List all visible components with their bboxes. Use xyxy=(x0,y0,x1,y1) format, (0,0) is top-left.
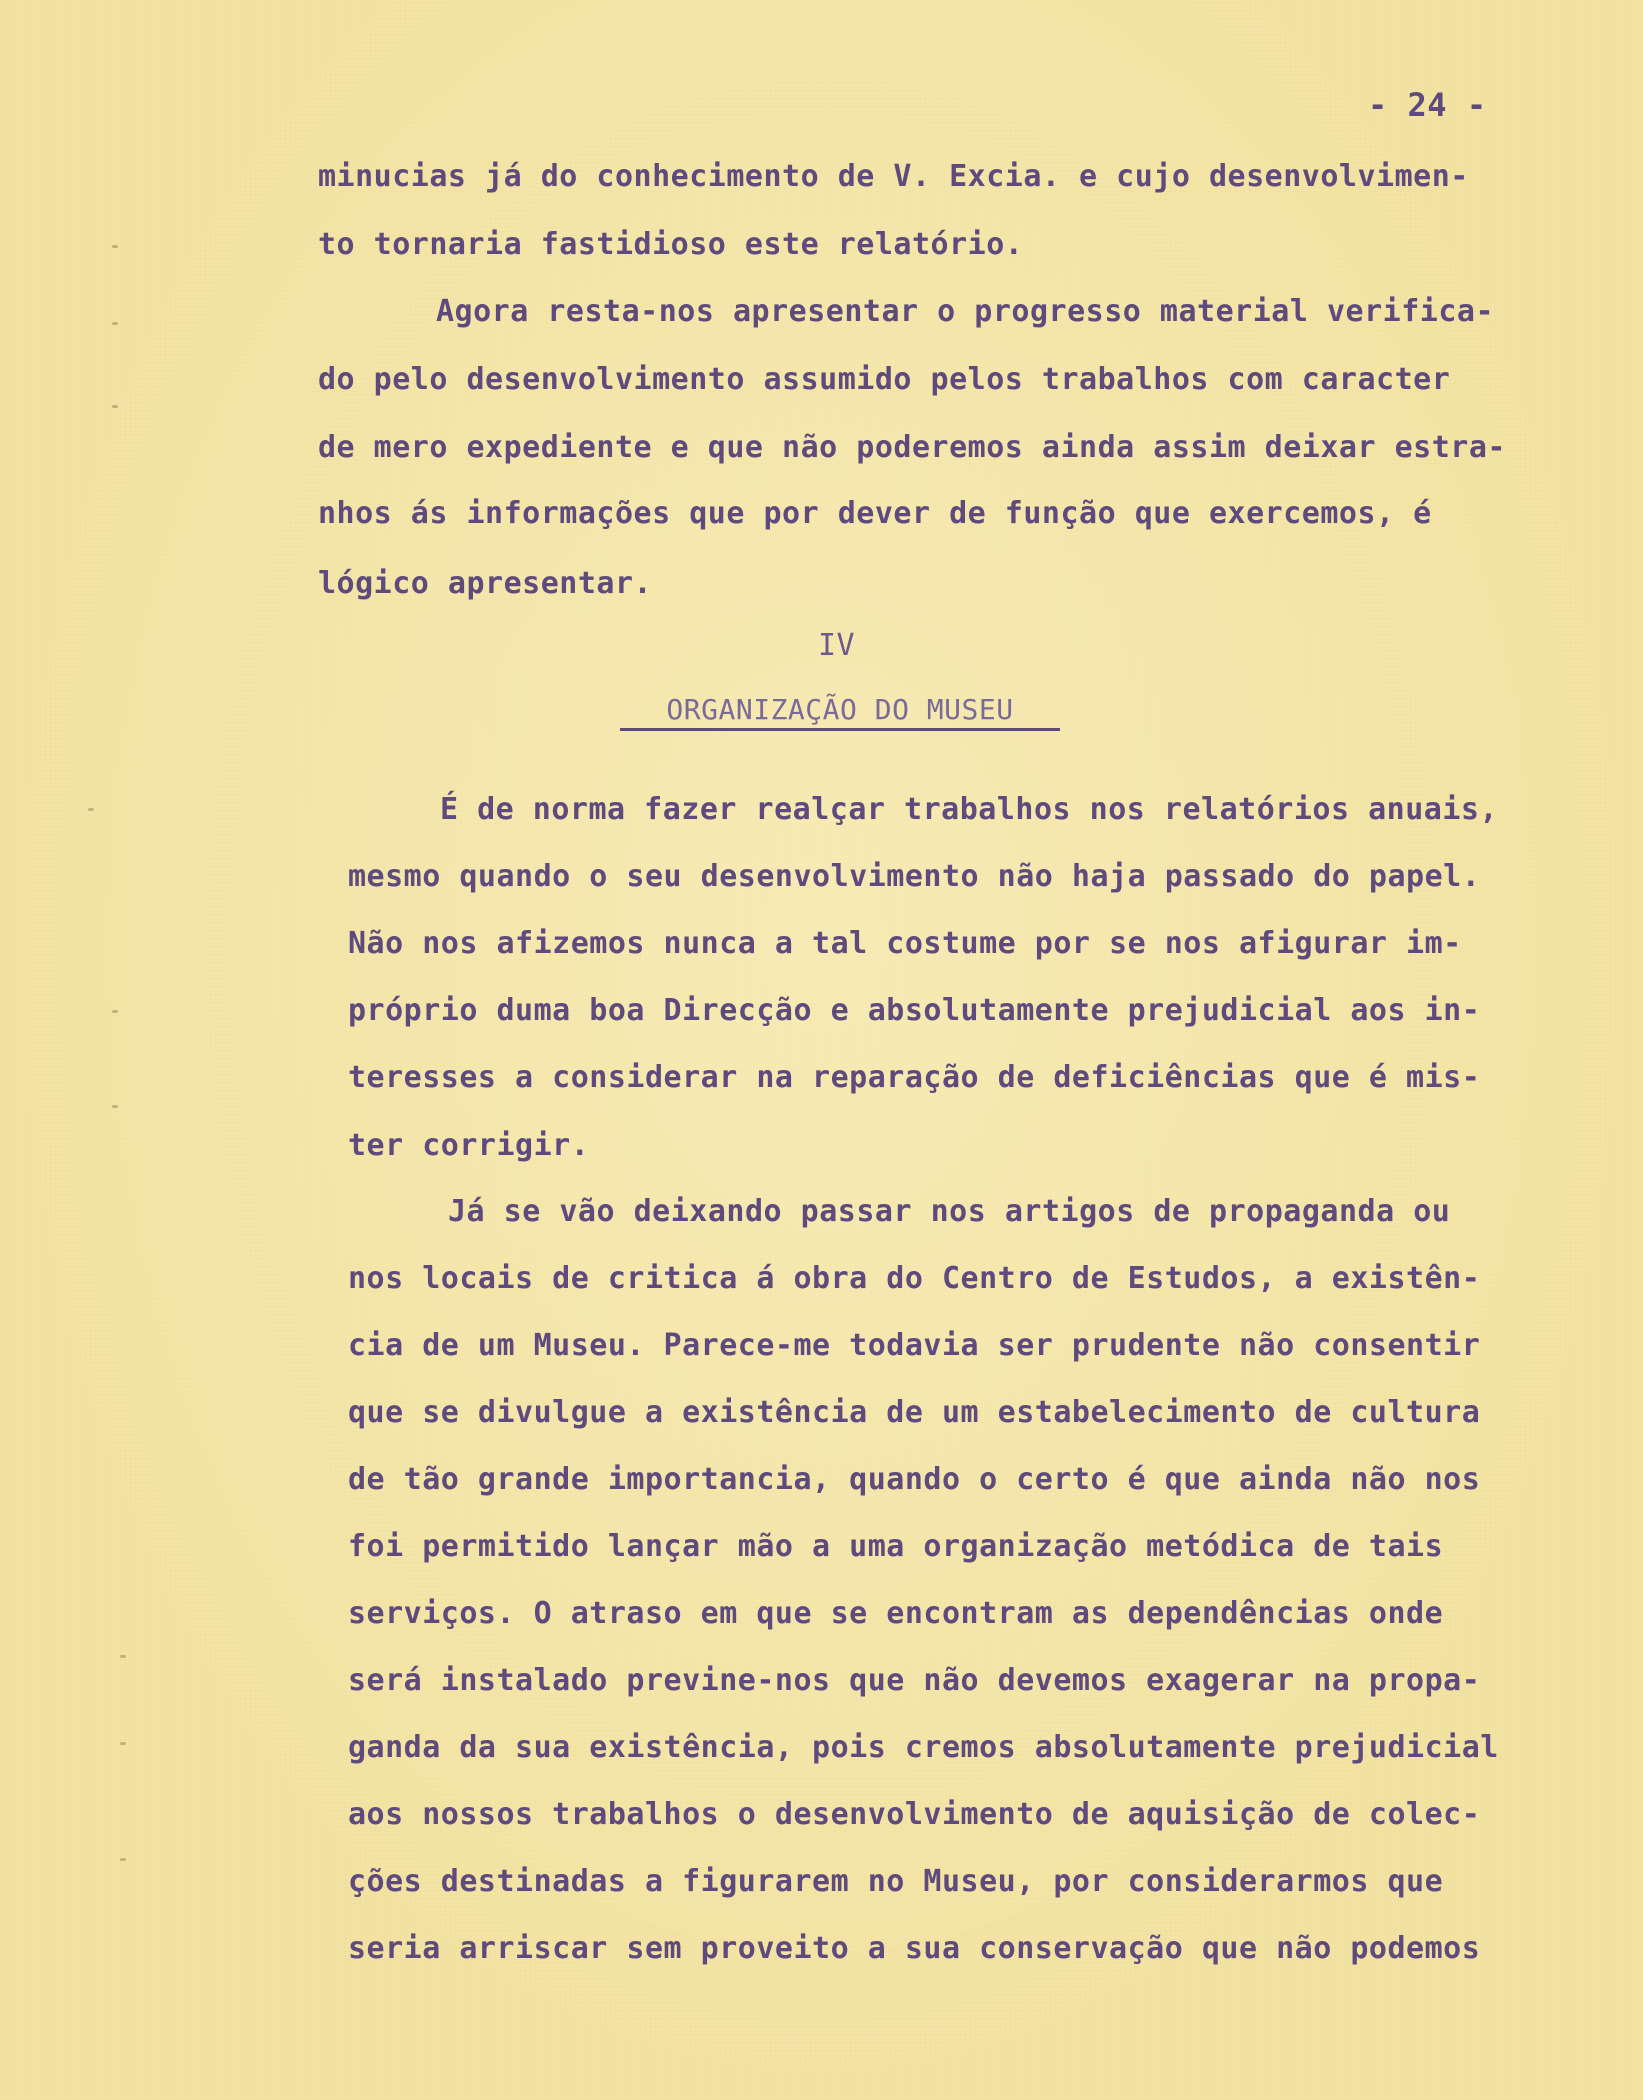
text-line: de mero expediente e que não poderemos ainda assim deixar estra- xyxy=(318,430,1506,465)
margin-mark xyxy=(88,808,94,811)
text-line: nhos ás informações que por dever de função que exercemos, é xyxy=(318,496,1432,531)
text-line: será instalado previne-nos que não devemos exagerar na propa- xyxy=(348,1663,1481,1698)
margin-mark xyxy=(112,1105,118,1108)
section-numeral: IV xyxy=(818,628,856,663)
text-line: Já se vão deixando passar nos artigos de propaganda ou xyxy=(448,1194,1451,1229)
text-line: teresses a considerar na reparação de deficiências que é mis- xyxy=(348,1060,1481,1095)
text-line: de tão grande importancia, quando o certo é que ainda não nos xyxy=(348,1462,1481,1497)
text-line: minucias já do conhecimento de V. Excia. e cujo desenvolvimen- xyxy=(318,159,1469,194)
text-line: Não nos afizemos nunca a tal costume por se nos afigurar im- xyxy=(348,926,1462,961)
text-line: É de norma fazer realçar trabalhos nos relatórios anuais, xyxy=(440,792,1499,827)
section-title: ORGANIZAÇÃO DO MUSEU xyxy=(620,693,1060,731)
text-line: ter corrigir. xyxy=(348,1128,590,1163)
text-line: Agora resta-nos apresentar o progresso material verifica- xyxy=(436,294,1495,329)
margin-mark xyxy=(112,322,118,325)
text-line: ções destinadas a figurarem no Museu, por considerarmos que xyxy=(348,1864,1444,1899)
text-line: cia de um Museu. Parece-me todavia ser prudente não consentir xyxy=(348,1328,1481,1363)
margin-mark xyxy=(120,1655,126,1658)
text-line: mesmo quando o seu desenvolvimento não haja passado do papel. xyxy=(348,859,1481,894)
margin-mark xyxy=(120,1858,126,1861)
text-line: lógico apresentar. xyxy=(318,566,653,601)
text-line: serviços. O atraso em que se encontram as dependências onde xyxy=(348,1596,1444,1631)
text-line: próprio duma boa Direcção e absolutamente prejudicial aos in- xyxy=(348,993,1481,1028)
text-line: do pelo desenvolvimento assumido pelos trabalhos com caracter xyxy=(318,362,1451,397)
margin-mark xyxy=(112,1010,118,1013)
margin-mark xyxy=(112,245,118,248)
margin-mark xyxy=(112,405,118,408)
text-line: aos nossos trabalhos o desenvolvimento de aquisição de colec- xyxy=(348,1797,1481,1832)
text-line: foi permitido lançar mão a uma organização metódica de tais xyxy=(348,1529,1444,1564)
text-line: ganda da sua existência, pois cremos absolutamente prejudicial xyxy=(348,1730,1499,1765)
text-line: seria arriscar sem proveito a sua conservação que não podemos xyxy=(348,1931,1481,1966)
text-line: que se divulgue a existência de um estabelecimento de cultura xyxy=(348,1395,1481,1430)
margin-mark xyxy=(120,1742,126,1745)
text-line: to tornaria fastidioso este relatório. xyxy=(318,227,1024,262)
page-number: - 24 - xyxy=(1368,86,1487,124)
text-line: nos locais de critica á obra do Centro de Estudos, a existên- xyxy=(348,1261,1481,1296)
